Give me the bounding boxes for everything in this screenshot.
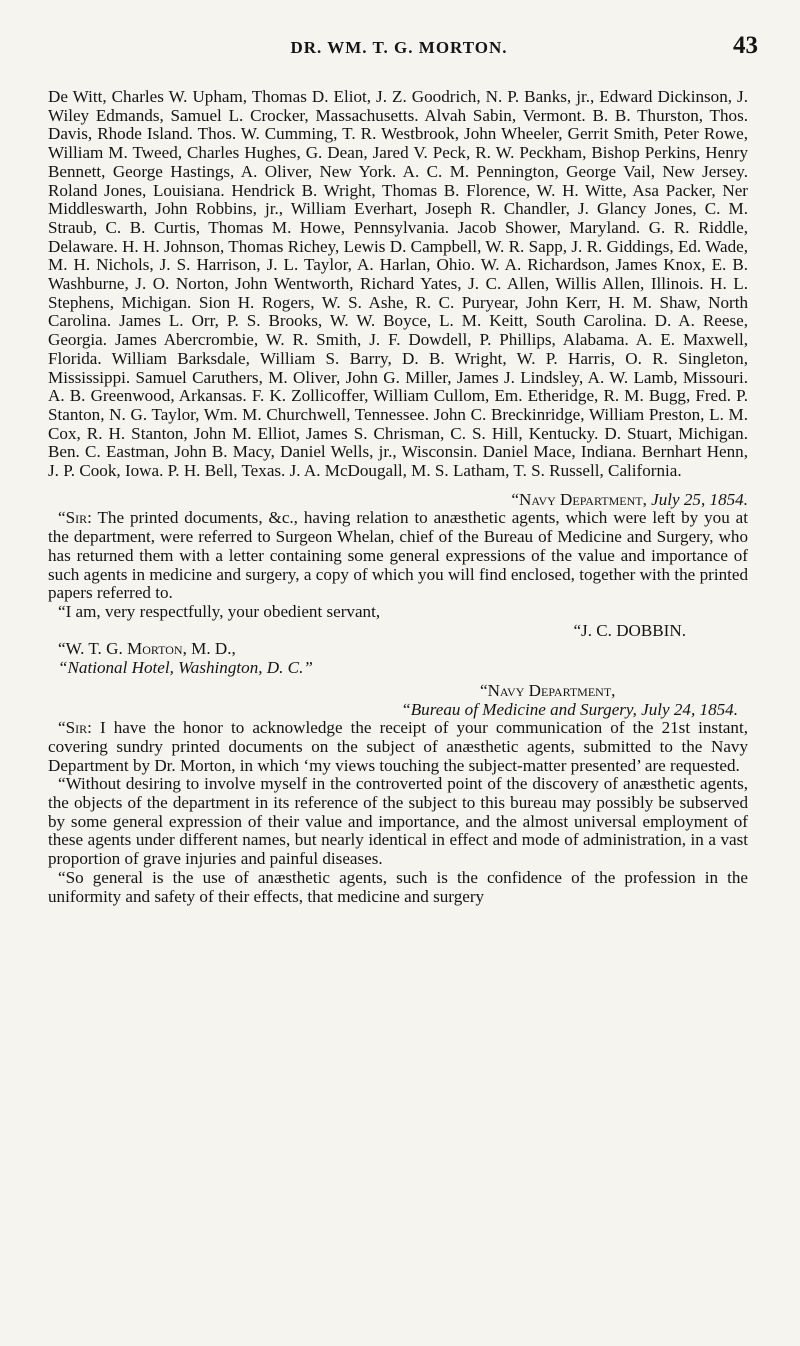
letter2-dateline-place: “Navy Department, <box>480 680 616 700</box>
running-head: DR. WM. T. G. MORTON. <box>290 38 508 57</box>
letter2-dateline-bureau: “Bureau of Medicine and Surgery, <box>401 699 637 719</box>
letter1-dateline-place: “Navy Department, <box>511 489 647 509</box>
page-body <box>48 88 748 906</box>
letter1-body <box>48 509 748 603</box>
letter2-para1-text: I have the honor to acknowledge the receipt of your communication of the 21st instant, covering sundry printed documents on the subject of anæsthetic agents, submitted to the Navy Department by Dr. Morton, in which ‘my views touching the subject-matter presented’ are requested. <box>48 718 748 775</box>
letter1-addressee-name: “W. T. G. Morton, M. D., <box>58 639 236 659</box>
letter1-closing: “I am, very respectfully, your obedient servant, <box>58 601 381 621</box>
letter1-body-text: The printed documents, &c., having relation to anæsthetic agents, which were left by you at the department, were referred to Surgeon Whelan, chief of the Bureau of Medicine and Surgery, who has returned them with a letter containing some general expressions of the value and importance of such agents in medicine and surgery, a copy of which you will find enclosed, together with the printed papers referred to. <box>48 508 748 603</box>
page-header <box>40 32 758 76</box>
letter2-dateline <box>48 701 748 720</box>
letter1-dateline <box>48 491 748 510</box>
letter1-addressee-address: “National Hotel, Washington, D. C.” <box>58 658 313 678</box>
letter1-salutation: “Sir: <box>58 508 92 528</box>
letter1-signature: “J. C. DOBBIN. <box>573 620 686 640</box>
letter2-para1 <box>48 719 748 775</box>
letter2-para2: “Without desiring to involve myself in the controverted point of the discovery of anæsthetic agents, the objects of the department in its reference of the subject to this bureau may possibly be subserved by some general expression of their value and importance, and the almost universal employment of these agents under different names, but nearly identical in effect and mode of administration, in a vast proportion of grave injuries and painful diseases. <box>48 774 748 869</box>
page-number: 43 <box>733 32 758 59</box>
letter2-salutation: “Sir: <box>58 718 92 738</box>
letter1-dateline-date: July 25, 1854. <box>651 489 748 509</box>
letter2-dateline-date: July 24, 1854. <box>641 699 738 719</box>
letter2-para3: “So general is the use of anæsthetic agents, such is the confidence of the profession in the uniformity and safety of their effects, that medicine and surgery <box>48 867 748 906</box>
names-paragraph: De Witt, Charles W. Upham, Thomas D. Eliot, J. Z. Goodrich, N. P. Banks, jr., Edward Dickinson, J. Wiley Edmands, Samuel L. Crocker, Massachusetts. Alvah Sabin, Vermont. B. B. Thurston, Thos. Davis, Rhode Island. Thos. W. Cumming, T. R. Westbrook, John Wheeler, Gerrit Smith, Peter Rowe, William M. Tweed, Charles Hughes, G. Dean, Jared V. Peck, R. W. Peckham, Bishop Perkins, Henry Bennett, George Hastings, A. Oliver, New York. A. C. M. Pennington, George Vail, New Jersey. Roland Jones, Louisiana. Hendrick B. Wright, Thomas B. Florence, W. H. Witte, Asa Packer, Ner Middleswarth, John Robbins, jr., William Everhart, Joseph R. Chandler, J. Glancy Jones, C. M. Straub, C. B. Curtis, Thomas M. Howe, Pennsylvania. Jacob Shower, Maryland. G. R. Riddle, Delaware. H. H. Johnson, Thomas Richey, Lewis D. Campbell, W. R. Sapp, J. R. Giddings, Ed. Wade, M. H. Nichols, J. S. Harrison, J. L. Taylor, A. Harlan, Ohio. W. A. Richardson, James Knox, E. B. Washburne, J. O. Norton, John Wentworth, Richard Yates, J. C. Allen, Willis Allen, Illinois. H. L. Stephens, Michigan. Sion H. Rogers, W. S. Ashe, R. C. Puryear, John Kerr, H. M. Shaw, North Carolina. James L. Orr, P. S. Brooks, W. W. Boyce, L. M. Keitt, South Carolina. D. A. Reese, Georgia. James Abercrombie, W. R. Smith, J. F. Dowdell, P. Phillips, Alabama. A. E. Maxwell, Florida. William Barksdale, William S. Barry, D. B. Wright, W. P. Harris, O. R. Singleton, Mississippi. Samuel Caruthers, M. Oliver, John G. Miller, James J. Lindsley, A. W. Lamb, Missouri. A. B. Greenwood, Arkansas. F. K. Zollicoffer, William Cullom, Em. Etheridge, R. M. Bugg, Fred. P. Stanton, N. G. Taylor, Wm. M. Churchwell, Tennessee. John C. Breckinridge, William Preston, L. M. Cox, R. H. Stanton, John M. Elliot, James S. Chrisman, C. S. Hill, Kentucky. D. Stuart, Michigan. Ben. C. Eastman, John B. Macy, Daniel Wells, jr., Wisconsin. Daniel Mace, Indiana. Bernhart Henn, J. P. Cook, Iowa. P. H. Bell, Texas. J. A. McDougall, M. S. Latham, T. S. Russell, California. <box>48 87 748 481</box>
